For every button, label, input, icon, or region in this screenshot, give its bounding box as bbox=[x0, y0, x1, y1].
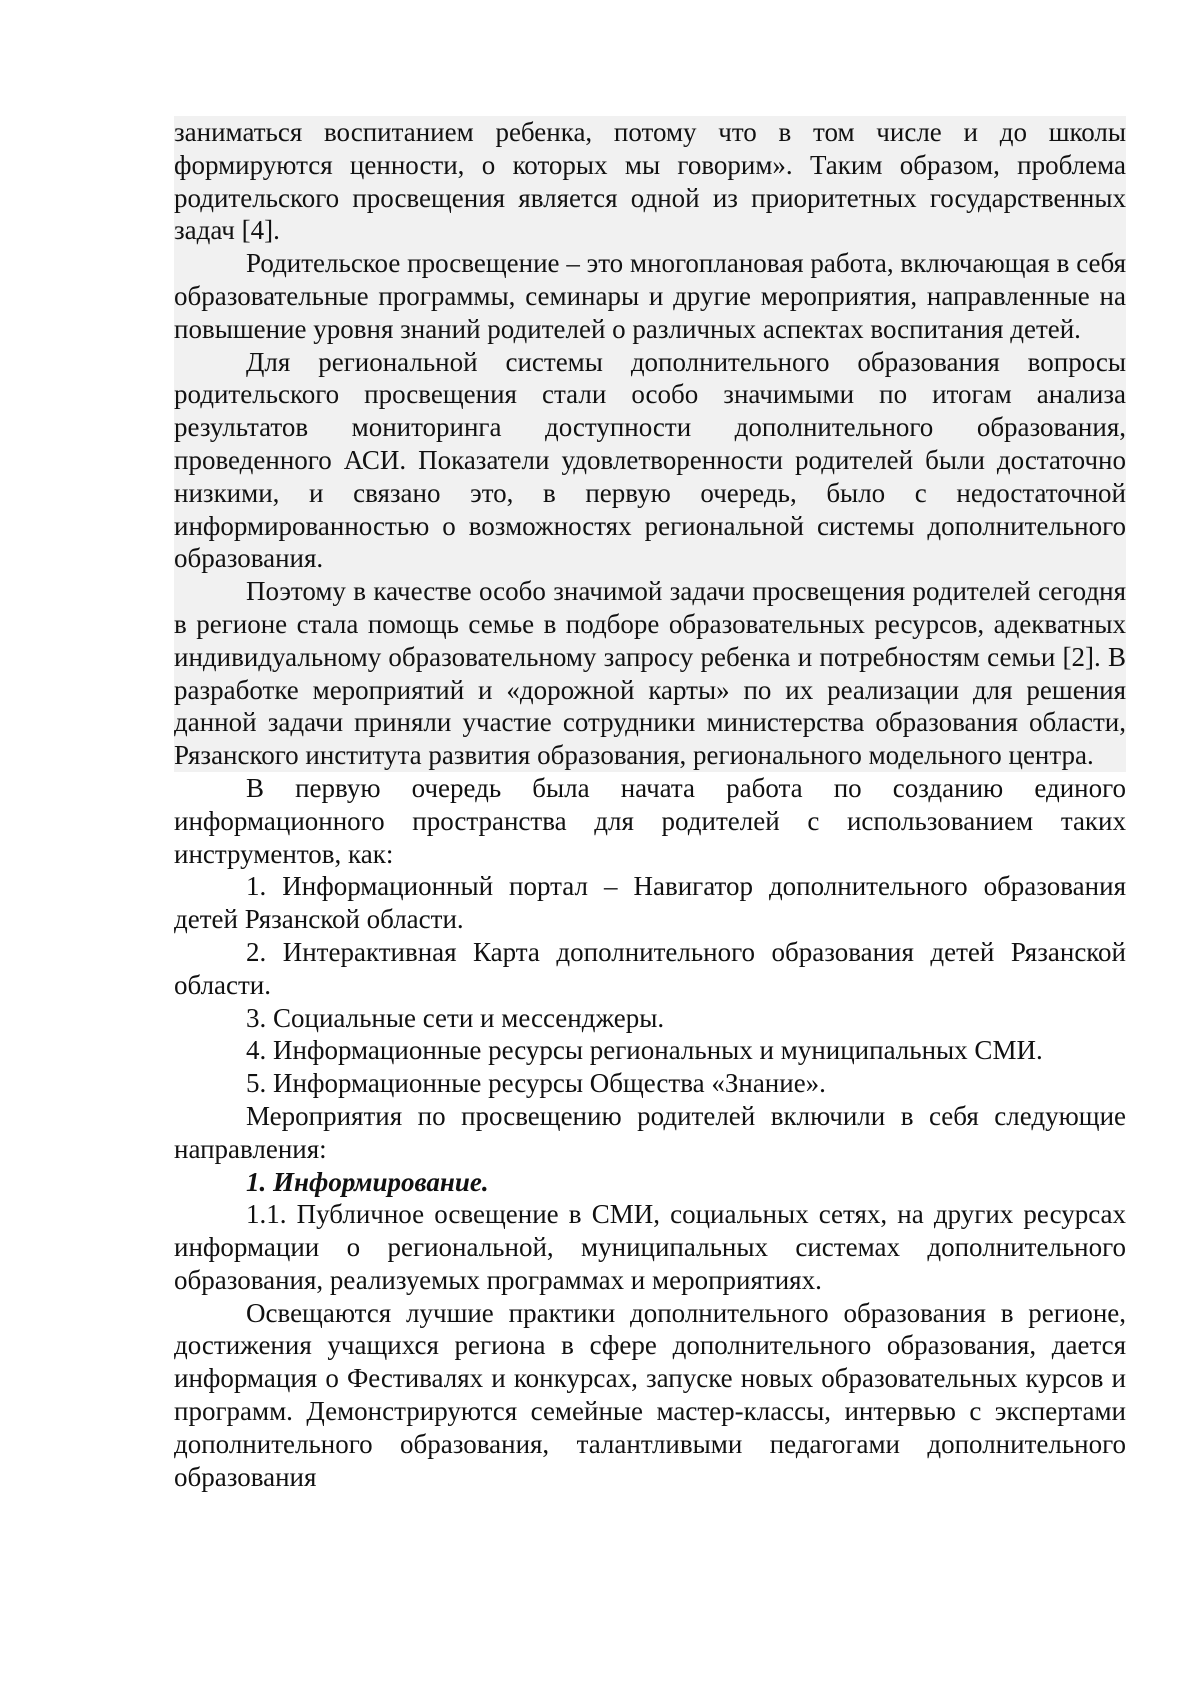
list-item-4: 4. Информационные ресурсы региональных и муниципальных СМИ. bbox=[246, 1035, 1043, 1066]
list-item-2: 2. Интерактивная Карта дополнительного образования детей Рязанской области. bbox=[174, 936, 1126, 1000]
paragraph-4: Поэтому в качестве особо значимой задачи просвещения родителей сегодня в регионе стала помощь семье в подборе образовательных ресурсов, адекватных индивидуальному образовательному запросу ребенка и потребностям семьи [2]. В разработке мероприятий и «дорожной карты» по их реализации для решения данной задачи приняли участие сотрудники министерства образования области, Рязанского института развития образования, регионального модельного центра. bbox=[174, 576, 1126, 771]
paragraph-1: заниматься воспитанием ребенка, потому что в том числе и до школы формируются ценности, о которых мы говорим». Таким образом, проблема родительского просвещения является одной из приоритетных государственных задач [4]. bbox=[174, 117, 1126, 246]
paragraph-6: Мероприятия по просвещению родителей включили в себя следующие направления: bbox=[174, 1100, 1126, 1164]
paragraph-8: Освещаются лучшие практики дополнительного образования в регионе, достижения учащихся региона в сфере дополнительного образования, дается информация о Фестивалях и конкурсах, запуске новых образовательных курсов и программ. Демонстрируются семейные мастер-классы, интервью с экспертами дополнительного образования, талантливыми педагогами дополнительного образования bbox=[174, 1297, 1126, 1492]
document-page bbox=[174, 116, 1126, 1493]
list-item-3: 3. Социальные сети и мессенджеры. bbox=[246, 1002, 665, 1033]
paragraph-3: Для региональной системы дополнительного образования вопросы родительского просвещения стали особо значимыми по итогам анализа результатов мониторинга доступности дополнительного образования, проведенного АСИ. Показатели удовлетворенности родителей были достаточно низкими, и связано это, в первую очередь, было с недостаточной информированностью о возможностях региональной системы дополнительного образования. bbox=[174, 346, 1126, 574]
paragraph-2: Родительское просвещение – это многоплановая работа, включающая в себя образовательные программы, семинары и другие мероприятия, направленные на повышение уровня знаний родителей о различных аспектах воспитания детей. bbox=[174, 248, 1126, 344]
section-heading: 1. Информирование. bbox=[246, 1166, 489, 1197]
paragraph-5: В первую очередь была начата работа по созданию единого информационного пространства для родителей с использованием таких инструментов, как: bbox=[174, 772, 1126, 869]
paragraph-7: 1.1. Публичное освещение в СМИ, социальных сетях, на других ресурсах информации о региональной, муниципальных системах дополнительного образования, реализуемых программах и мероприятиях. bbox=[174, 1199, 1126, 1295]
list-item-1: 1. Информационный портал – Навигатор дополнительного образования детей Рязанской области. bbox=[174, 871, 1126, 935]
list-item-5: 5. Информационные ресурсы Общества «Знание». bbox=[246, 1068, 826, 1099]
